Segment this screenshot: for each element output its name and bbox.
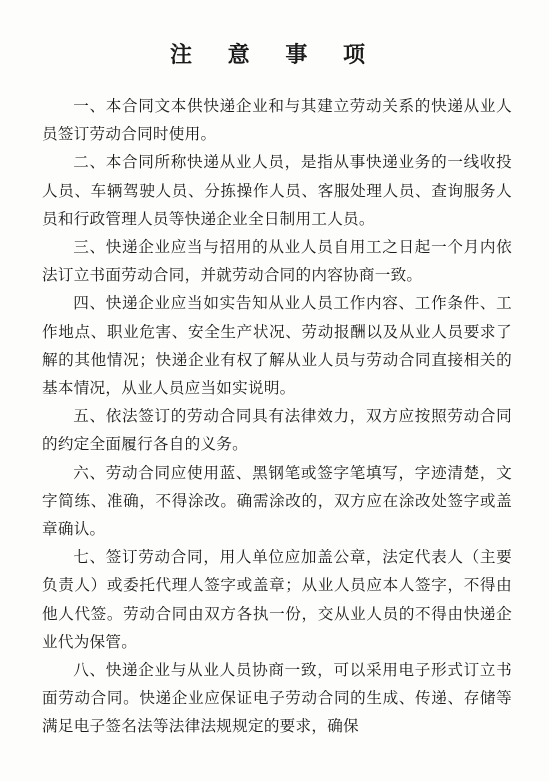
paragraph-8: 八、快递企业与从业人员协商一致，可以采用电子形式订立书面劳动合同。快递企业应保证电子劳动合同的生成、传递、存储等满足电子签名法等法律法规规定的要求，确保 [42,661,512,736]
paragraph-7: 七、签订劳动合同，用人单位应加盖公章，法定代表人（主要负责人）或委托代理人签字或盖章；从业人员应本人签字，不得由他人代签。劳动合同由双方各执一份，交从业人员的不得由快递企业代为保管。 [42,548,512,651]
paragraph-3: 三、快递企业应当与招用的从业人员自用工之日起一个月内依法订立书面劳动合同，并就劳动合同的内容协商一致。 [42,238,512,285]
paragraph-4: 四、快递企业应当如实告知从业人员工作内容、工作条件、工作地点、职业危害、安全生产状况、劳动报酬以及从业人员要求了解的其他情况；快递企业有权了解从业人员与劳动合同直接相关的基本情况，从业人员应当如实说明。 [42,294,512,398]
document-body [42,92,512,741]
paragraph-2: 二、本合同所称快递从业人员，是指从事快递业务的一线收投人员、车辆驾驶人员、分拣操作人员、客服处理人员、查询服务人员和行政管理人员等快递企业全日制用工人员。 [42,153,512,228]
paragraph-5: 五、依法签订的劳动合同具有法律效力，双方应按照劳动合同的约定全面履行各自的义务。 [42,407,512,454]
document-title: 注 意 事 项 [170,43,379,68]
paragraph-1: 一、本合同文本供快递企业和与其建立劳动关系的快递从业人员签订劳动合同时使用。 [42,97,512,144]
paragraph-6: 六、劳动合同应使用蓝、黑钢笔或签字笔填写，字迹清楚，文字简练、准确，不得涂改。确需涂改的，双方应在涂改处签字或盖章确认。 [42,463,512,539]
